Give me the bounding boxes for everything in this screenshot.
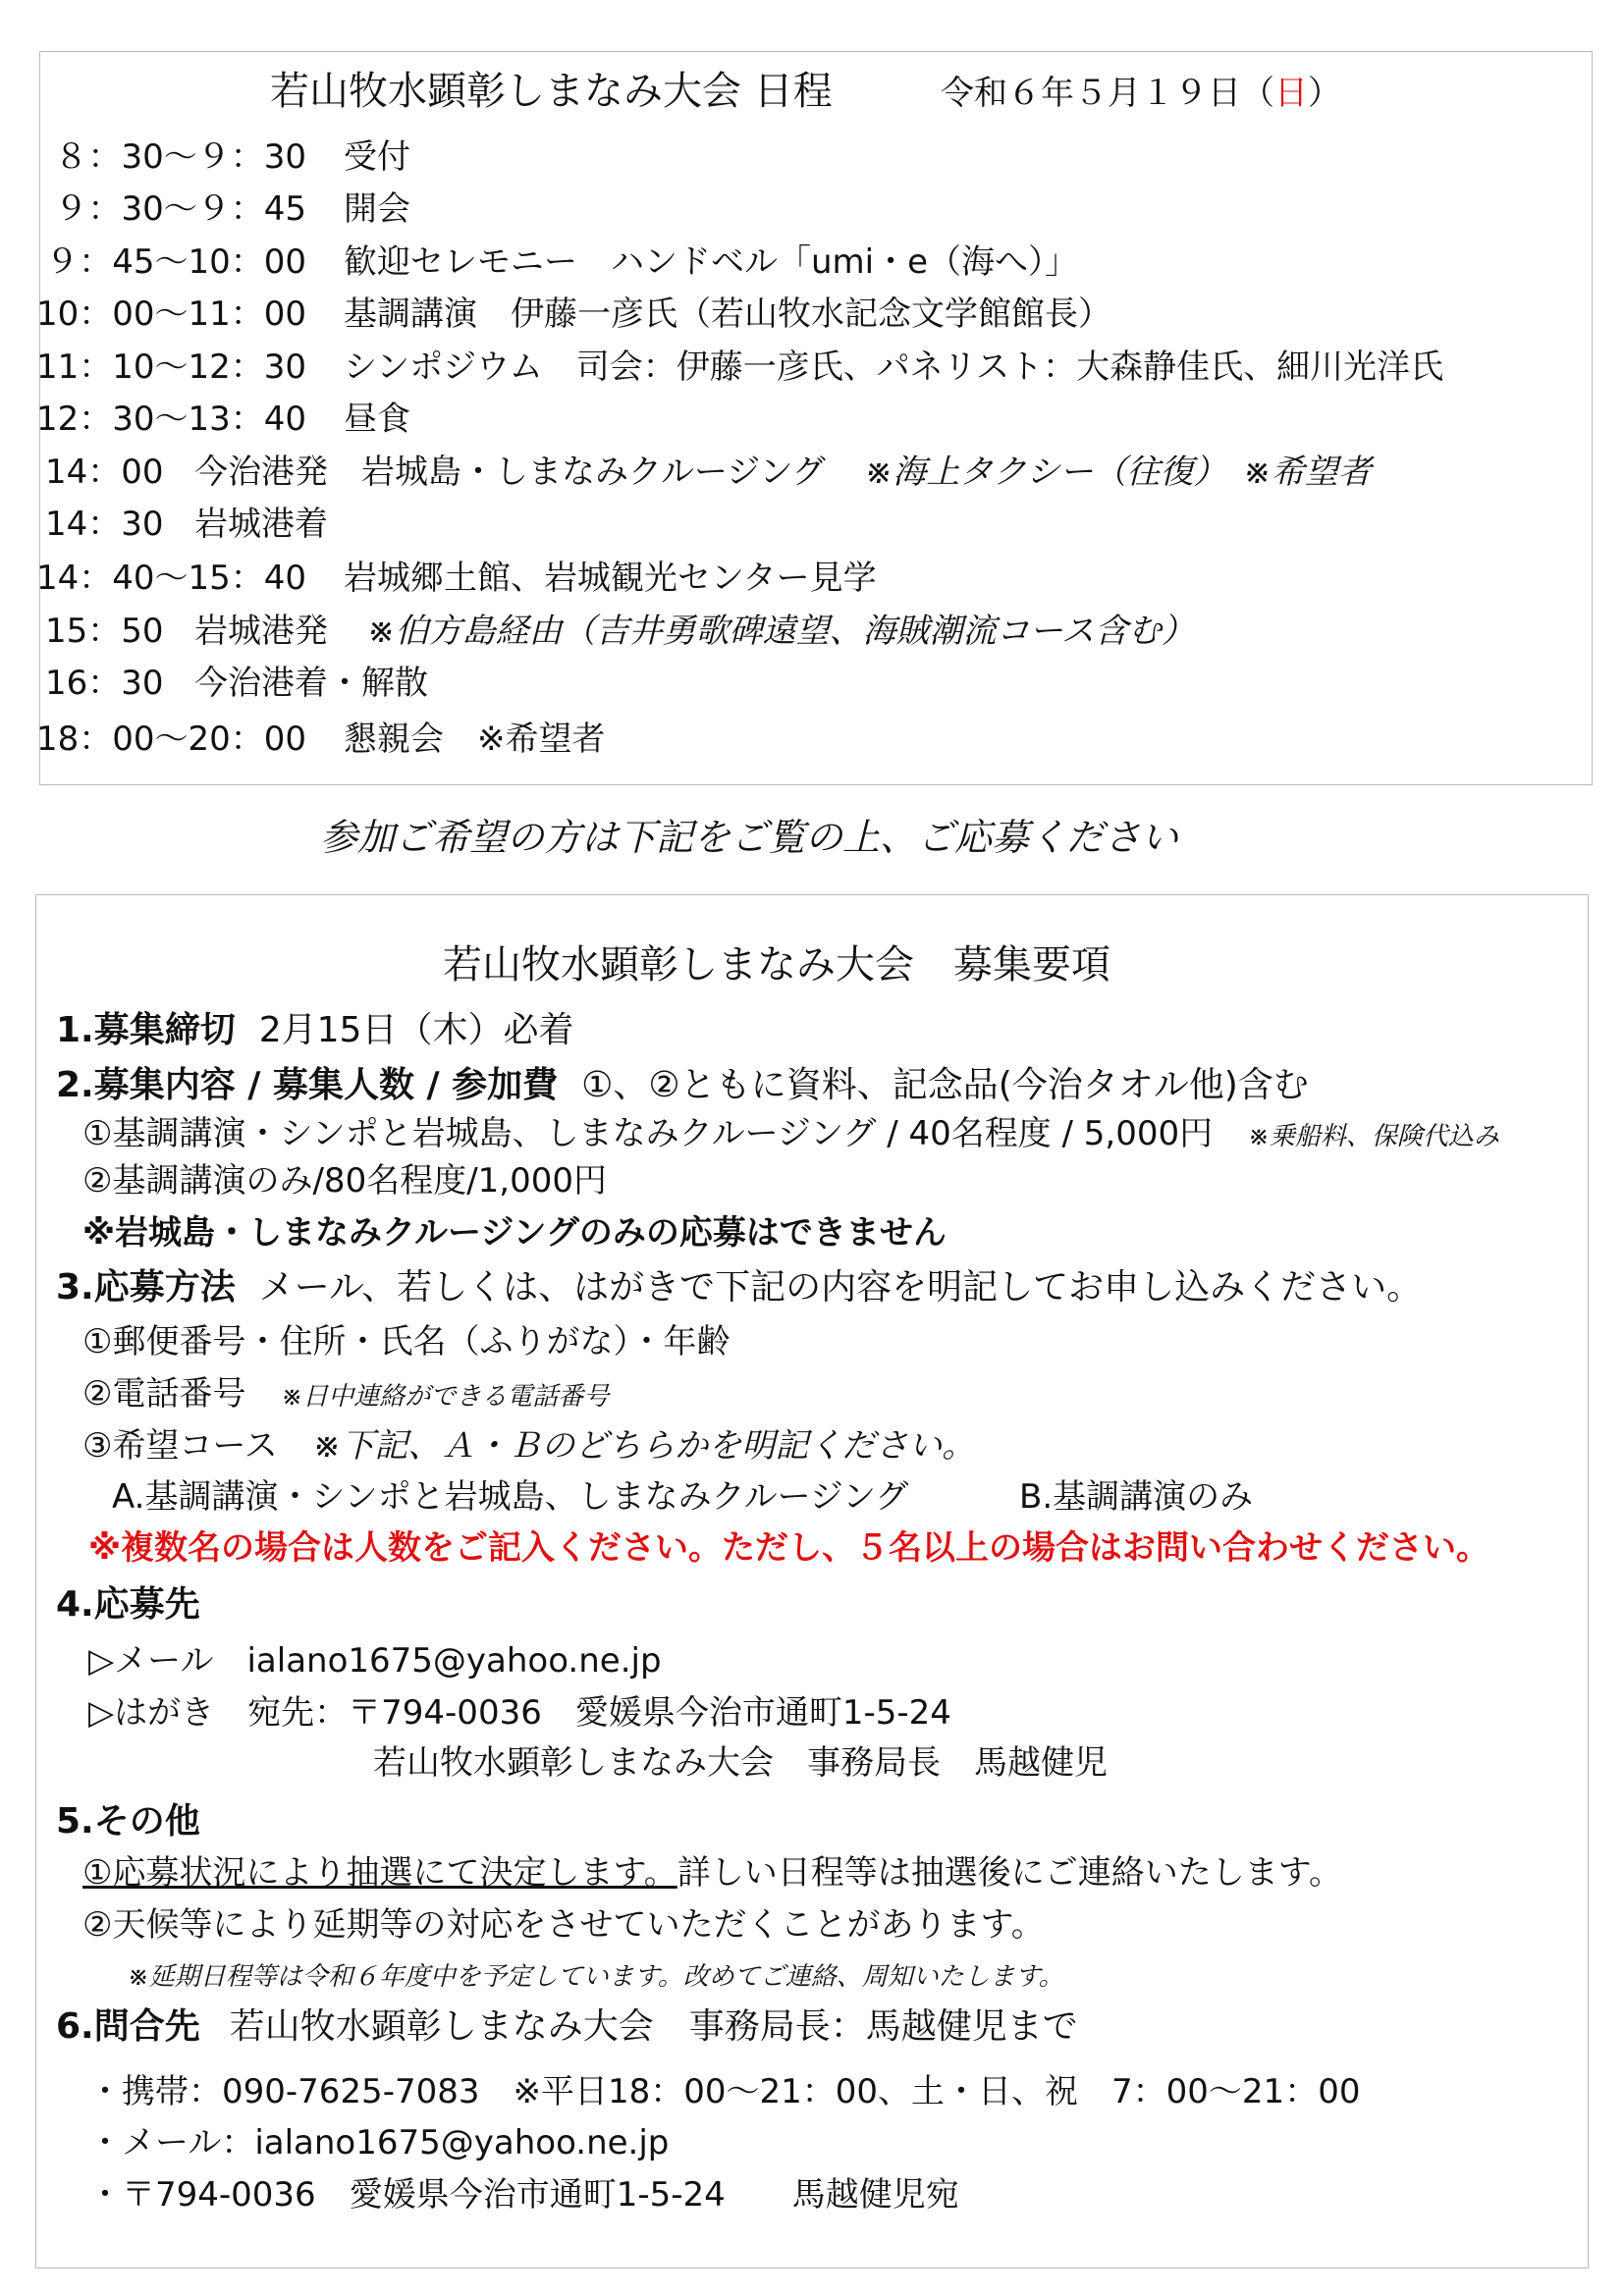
schedule-item: 開会 [344,189,410,229]
recruit-title: 若山牧水顕彰しまなみ大会 募集要項 [443,942,1110,988]
section-1 [56,1010,574,1050]
schedule-time: 14：00 [45,453,164,492]
apply-banner: 参加ご希望の方は下記をご覧の上、ご応募ください [320,816,1179,859]
schedule-item-note: ※海上タクシー（往復） ※希望者 [864,453,1372,492]
schedule-time: 10：00～11：00 [35,294,306,334]
schedule-time: 14：40～15：40 [35,559,306,598]
section-5-item-1: ①応募状況により抽選にて決定します。詳しい日程等は抽選後にご連絡いたします。 [82,1853,1343,1893]
schedule-item: 今治港着・解散 [194,664,428,703]
section-2 [56,1065,1309,1105]
schedule-item: 基調講演 伊藤一彦氏（若山牧水記念文学館館長） [344,294,1111,334]
section-1-heading: 1.募集締切 [56,1010,236,1050]
schedule-time: 12：30～13：40 [35,400,306,439]
schedule-item: 懇親会 ※希望者 [344,720,606,759]
schedule-time: ８：30～９：30 [54,137,306,177]
section-5-heading: 5.その他 [56,1801,200,1842]
section-6-address: ・〒794-0036 愛媛県今治市通町1-5-24 馬越健児宛 [88,2175,959,2215]
section-5-note: ※延期日程等は令和６年度中を予定しています。改めてご連絡、周知いたします。 [128,1962,1064,1992]
section-3-course-a: A.基調講演・シンポと岩城島、しまなみクルージング [112,1477,909,1517]
section-2-item-1: ①基調講演・シンポと岩城島、しまなみクルージング / 40名程度 / 5,000円 ※乗船料、保険代込み [82,1114,1499,1153]
section-6-heading: 6.問合先 [56,2006,200,2047]
schedule-item: 受付 [344,137,410,177]
schedule-item: シンポジウム 司会：伊藤一彦氏、パネリスト：大森静佳氏、細川光洋氏 [344,347,1444,387]
section-6-text: 若山牧水顕彰しまなみ大会 事務局長：馬越健児まで [229,2006,1078,2047]
schedule-item: 岩城郷土館、岩城観光センター見学 [344,559,877,598]
section-3-item-3-note: ※下記、Ａ・Ｂのどちらかを明記ください。 [312,1426,976,1466]
schedule-date-day: 日 [1274,74,1308,113]
section-4-postcard: ▷はがき 宛先：〒794-0036 愛媛県今治市通町1-5-24 [88,1693,951,1733]
section-4-mail: ▷メール ialano1675@yahoo.ne.jp [88,1641,662,1681]
section-3-heading: 3.応募方法 [56,1267,236,1308]
section-1-text: 2月15日（木）必着 [258,1010,574,1050]
section-4-heading: 4.応募先 [56,1584,200,1625]
section-5-item-2: ②天候等により延期等の対応をさせていただくことがあります。 [82,1905,1045,1945]
section-3-item-3: ③希望コース ※下記、Ａ・Ｂのどちらかを明記ください。 [82,1426,976,1466]
schedule-time: 11：10～12：30 [35,347,306,387]
section-3-course-b: B.基調講演のみ [1019,1477,1254,1517]
section-2-text: ①、②ともに資料、記念品(今治タオル他)含む [581,1065,1309,1105]
schedule-title: 若山牧水顕彰しまなみ大会 日程 [270,69,833,114]
section-3-text: メール、若しくは、はがきで下記の内容を明記してお申し込みください。 [258,1267,1423,1308]
section-2-heading: 2.募集内容 / 募集人数 / 参加費 [56,1065,559,1105]
schedule-time: 16：30 [45,664,164,703]
schedule-item: 昼食 [344,400,410,439]
section-6-phone: ・携帯：090-7625-7083 ※平日18：00～21：00、土・日、祝 7：00～21：00 [88,2072,1361,2111]
section-6-mail: ・メール：ialano1675@yahoo.ne.jp [88,2123,670,2163]
schedule-date: 令和６年５月１９日（日） [941,74,1341,113]
section-6 [56,2006,1078,2047]
section-3-item-2: ②電話番号 ※日中連絡ができる電話番号 [82,1374,610,1414]
section-4-postcard-recipient: 若山牧水顕彰しまなみ大会 事務局長 馬越健児 [373,1743,1108,1783]
schedule-time: ９：45～10：00 [45,242,306,282]
schedule-item: 今治港発 岩城島・しまなみクルージング ※海上タクシー（往復） ※希望者 [194,453,1372,492]
schedule-time: 15：50 [45,612,164,651]
section-3-multiple-notice: ※複数名の場合は人数をご記入ください。ただし、５名以上の場合はお問い合わせください。 [88,1528,1490,1568]
schedule-item-note: ※伯方島経由（吉井勇歌碑遠望、海賊潮流コース含む） [367,612,1195,651]
section-2-item-2: ②基調講演のみ/80名程度/1,000円 [82,1161,607,1201]
schedule-time: 18：00～20：00 [35,720,306,759]
schedule-item: 歓迎セレモニー ハンドベル「umi・e（海へ）」 [344,242,1079,282]
section-5-item-1-underlined: ①応募状況により抽選にて決定します。 [82,1853,677,1893]
schedule-time: 14：30 [45,505,164,544]
section-2-warning: ※岩城島・しまなみクルージングのみの応募はできません [82,1213,947,1253]
section-3-item-1: ①郵便番号・住所・氏名（ふりがな）・年齢 [82,1322,731,1362]
schedule-time: ９：30～９：45 [54,189,306,229]
section-3-item-2-note: ※日中連絡ができる電話番号 [281,1382,610,1412]
section-3 [56,1267,1423,1308]
section-2-item-1-note: ※乗船料、保険代込み [1248,1122,1499,1151]
schedule-item: 岩城港発 ※伯方島経由（吉井勇歌碑遠望、海賊潮流コース含む） [194,612,1195,651]
schedule-item: 岩城港着 [194,505,328,544]
